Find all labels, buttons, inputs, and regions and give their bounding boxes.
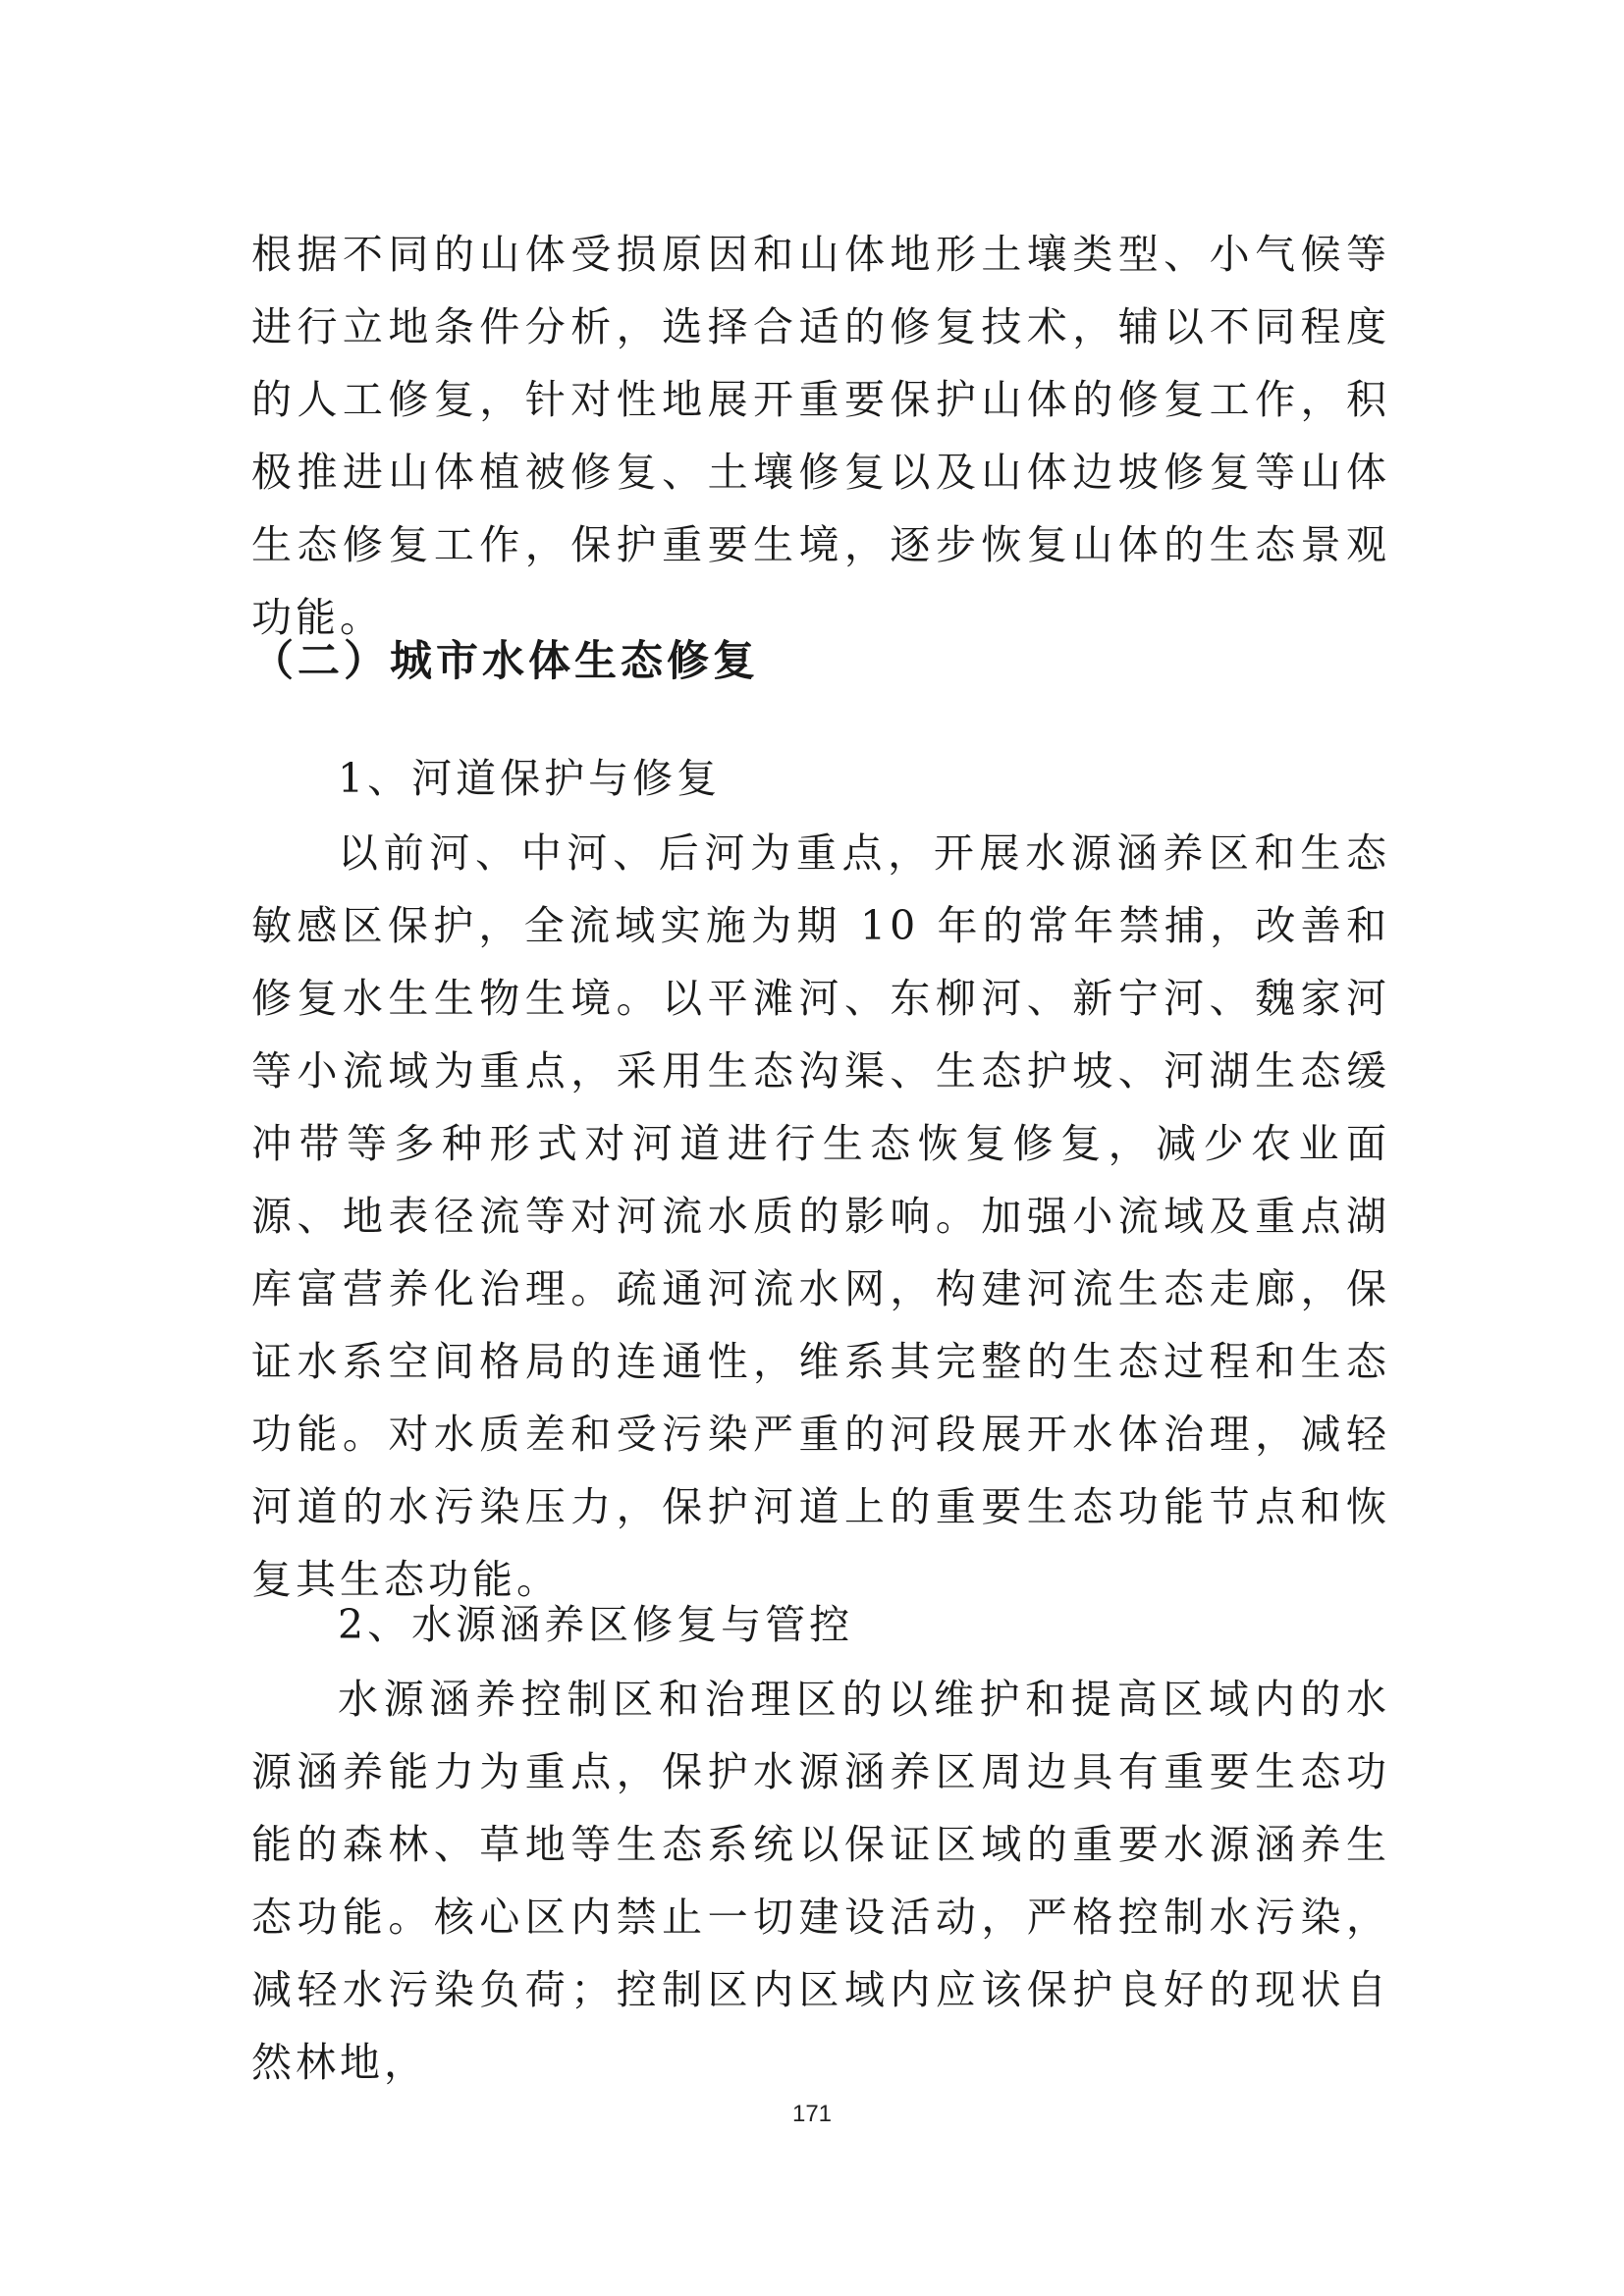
subheading-water-conservation: 2、水源涵养区修复与管控 <box>338 1601 854 1648</box>
subheading-river-protection: 1、河道保护与修复 <box>338 755 722 802</box>
paragraph-water-conservation: 水源涵养控制区和治理区的以维护和提高区域内的水源涵养能力为重点，保护水源涵养区周边具有重要生态功能的森林、草地等生态系统以保证区域的重要水源涵养生态功能。核心区内禁止一切建设活动，严格控制水污染，减轻水污染负荷；控制区内区域内应该保护良好的现状自然林地， <box>251 1676 1390 2086</box>
paragraph-river-protection: 以前河、中河、后河为重点，开展水源涵养区和生态敏感区保护，全流域实施为期 10 年的常年禁捕，改善和修复水生生物生境。以平滩河、东柳河、新宁河、魏家河等小流域为重点，采用生态沟渠、生态护坡、河湖生态缓冲带等多种形式对河道进行生态恢复修复，减少农业面源、地表径流等对河流水质的影响。加强小流域及重点湖库富营养化治理。疏通河流水网，构建河流生态走廊，保证水系空间格局的连通性，维系其完整的生态过程和生态功能。对水质差和受污染严重的河段展开水体治理，减轻河道的水污染压力，保护河道上的重要生态功能节点和恢复其生态功能。 <box>251 829 1390 1603</box>
paragraph-mountain-restoration: 根据不同的山体受损原因和山体地形土壤类型、小气候等进行立地条件分析，选择合适的修复技术，辅以不同程度的人工修复，针对性地展开重要保护山体的修复工作，积极推进山体植被修复、土壤修复以及山体边坡修复等山体生态修复工作，保护重要生境，逐步恢复山体的生态景观功能。 <box>251 231 1390 641</box>
section-heading-water-restoration: （二）城市水体生态修复 <box>251 637 759 686</box>
page-number: 171 <box>791 2101 833 2127</box>
